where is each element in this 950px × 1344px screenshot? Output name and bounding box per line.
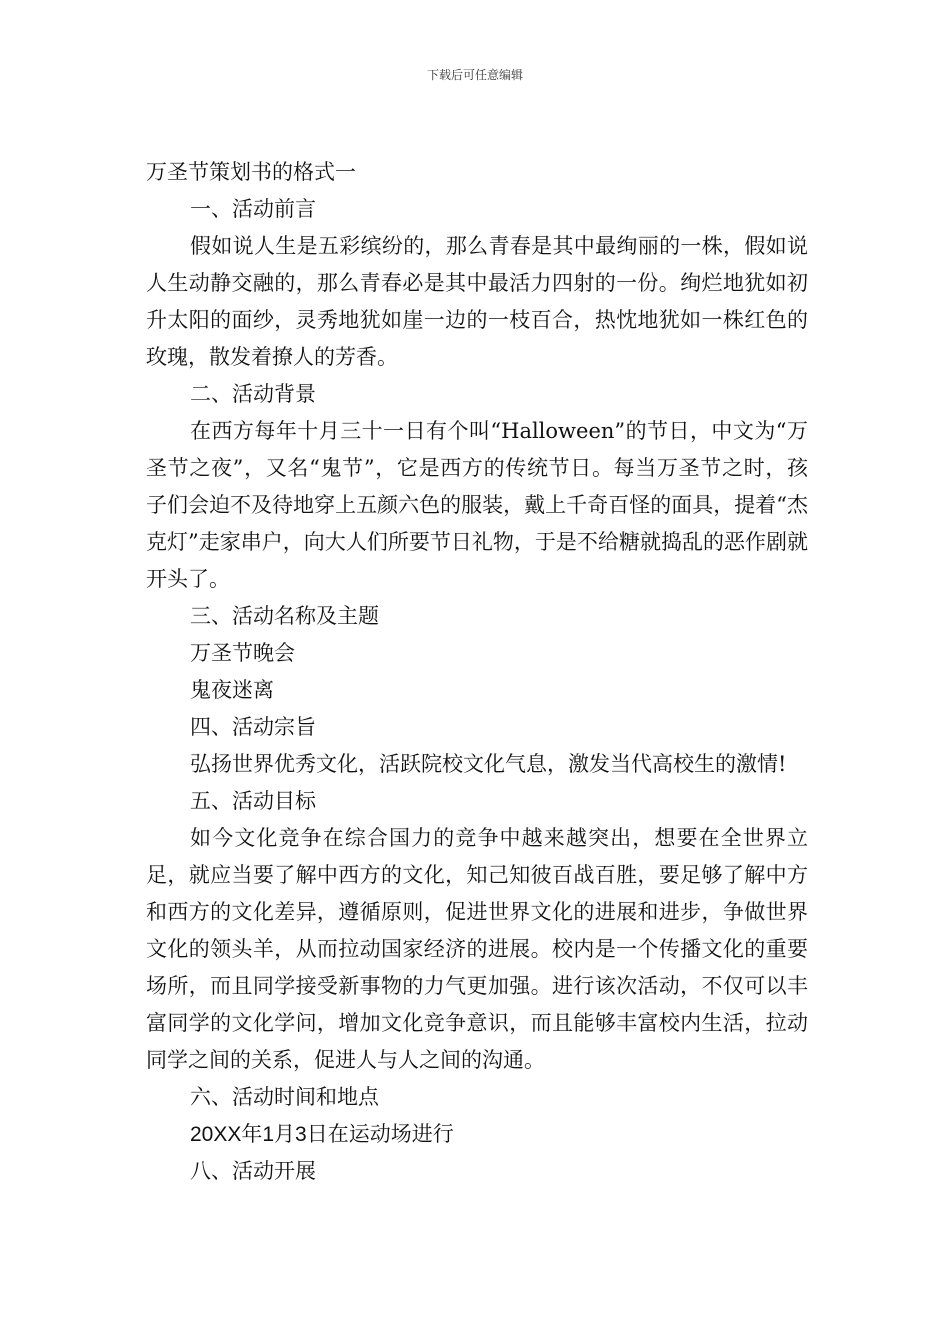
goal-paragraph: 如今文化竞争在综合国力的竞争中越来越突出，想要在全世界立足，就应当要了解中西方的文化，知己知彼百战百胜，要足够了解中方和西方的文化差异，遵循原则，促进世界文化的进展和进步，争做世界文化的领头羊，从而拉动国家经济的进展。校内是一个传播文化的重要场所，而且同学接受新事物的力气更加强。进行该次活动，不仅可以丰富同学的文化学问，增加文化竞争意识，而且能够丰富校内生活，拉动同学之间的关系，促进人与人之间的沟通。 xyxy=(146,826,808,1072)
activity-name: 万圣节晚会 xyxy=(190,641,295,665)
purpose-paragraph: 弘扬世界优秀文化，活跃院校文化气息，激发当代高校生的激情! xyxy=(190,752,787,776)
document-body xyxy=(146,154,808,1190)
time-place-paragraph: 20XX年1月3日在运动场进行 xyxy=(190,1123,454,1146)
preface-paragraph: 假如说人生是五彩缤纷的，那么青春是其中最绚丽的一株，假如说人生动静交融的，那么青春必是其中最活力四射的一份。绚烂地犹如初升太阳的面纱，灵秀地犹如崖一边的一枝百合，热忱地犹如一株红色的玫瑰，散发着撩人的芳香。 xyxy=(146,234,808,369)
section-heading-purpose: 四、活动宗旨 xyxy=(190,715,316,739)
page-header-note: 下载后可任意编辑 xyxy=(426,68,523,82)
section-heading-name-theme: 三、活动名称及主题 xyxy=(190,604,379,628)
section-heading-time-place: 六、活动时间和地点 xyxy=(190,1085,379,1109)
document-title: 万圣节策划书的格式一 xyxy=(146,160,356,184)
background-paragraph: 在西方每年十月三十一日有个叫“Halloween”的节日，中文为“万圣节之夜”，又名“鬼节”，它是西方的传统节日。每当万圣节之时，孩子们会迫不及待地穿上五颜六色的服装，戴上千奇百怪的面具，提着“杰克灯”走家串户，向大人们所要节日礼物，于是不给糖就捣乱的恶作剧就开头了。 xyxy=(146,419,808,591)
section-heading-background: 二、活动背景 xyxy=(190,382,316,406)
activity-theme: 鬼夜迷离 xyxy=(190,678,274,702)
section-heading-development: 八、活动开展 xyxy=(190,1159,316,1183)
section-heading-preface: 一、活动前言 xyxy=(190,197,316,221)
section-heading-goal: 五、活动目标 xyxy=(190,789,316,813)
